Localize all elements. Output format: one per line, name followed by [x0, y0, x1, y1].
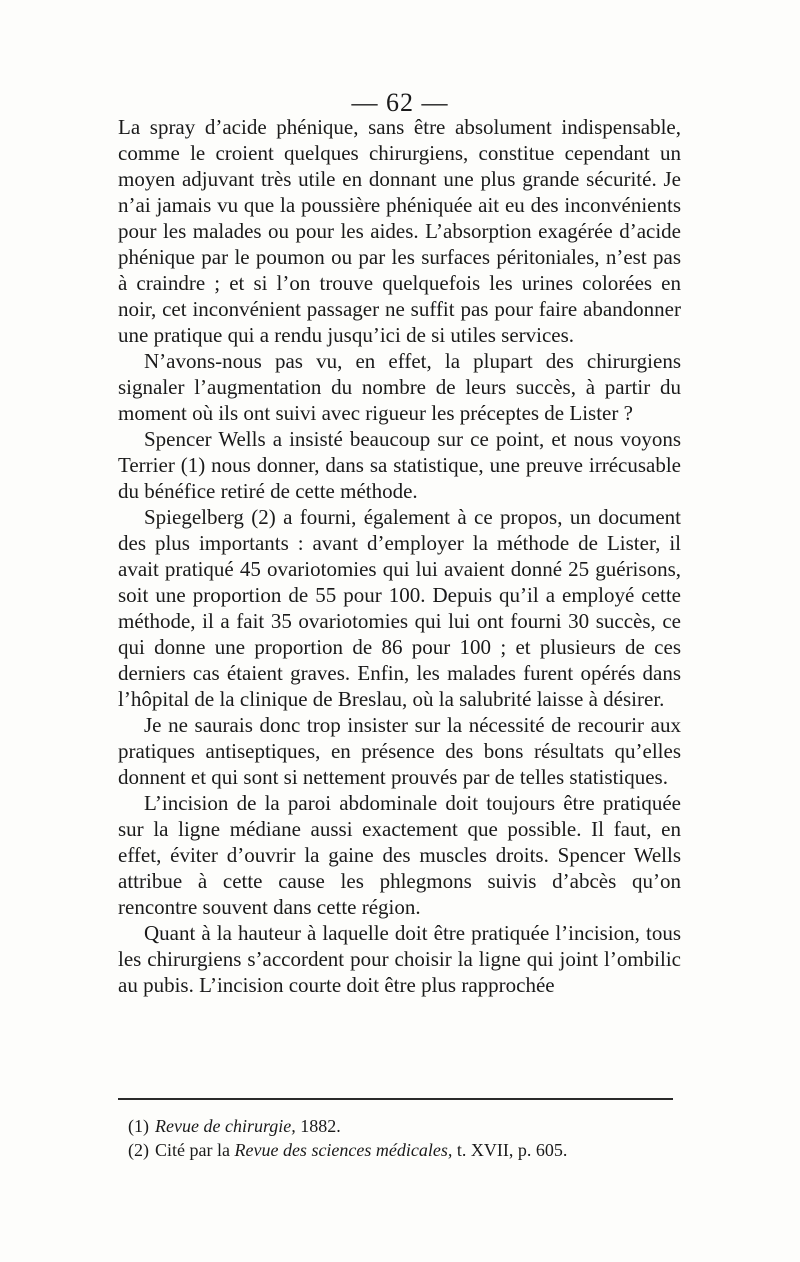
footnote-source-detail: 1882.: [295, 1116, 341, 1136]
footnote-source-detail: t. XVII, p. 605.: [452, 1140, 568, 1160]
footnote-1: [128, 1114, 688, 1138]
paragraph-1: La spray d’acide phénique, sans être absolument indispensable, comme le croient quelques chirurgiens, constitue cependant un moyen adjuvant très utile en donnant une plus grande sécurité. Je n’ai jamais vu que la poussière phéniquée ait eu des inconvénients pour les malades ou pour les aides. L’absorption exagérée d’acide phénique par le poumon ou par les surfaces péritoniales, n’est pas à craindre ; et si l’on trouve quelquefois les urines colorées en noir, cet inconvénient passager ne suffit pas pour faire abandonner une pratique qui a rendu jusqu’ici de si utiles services.: [118, 115, 681, 347]
footnote-prefix: Cité par la: [155, 1140, 235, 1160]
footnote-source-title: Revue des sciences médicales,: [234, 1140, 453, 1160]
paragraph-3: Spencer Wells a insisté beaucoup sur ce point, et nous voyons Terrier (1) nous donner, dans sa statistique, une preuve irrécusable du bénéfice retiré de cette méthode.: [118, 427, 681, 503]
footnote-divider: [118, 1098, 673, 1100]
body-text: [118, 114, 681, 998]
paragraph-5: Je ne saurais donc trop insister sur la nécessité de recourir aux pratiques antiseptiques, en présence des bons résultats qu’elles donnent et qui sont si nettement prouvés par de telles statistiques.: [118, 713, 681, 789]
footnote-source-title: Revue de chirurgie,: [155, 1116, 296, 1136]
paragraph-7: Quant à la hauteur à laquelle doit être pratiquée l’incision, tous les chirurgiens s’accordent pour choisir la ligne qui joint l’ombilic au pubis. L’incision courte doit être plus rapprochée: [118, 921, 681, 997]
paragraph-2: N’avons-nous pas vu, en effet, la plupart des chirurgiens signaler l’augmentation du nombre de leurs succès, à partir du moment où ils ont suivi avec rigueur les préceptes de Lister ?: [118, 349, 681, 425]
footnotes: [128, 1114, 688, 1162]
page-number: — 62 —: [351, 88, 449, 117]
paragraph-6: L’incision de la paroi abdominale doit toujours être pratiquée sur la ligne médiane aussi exactement que possible. Il faut, en effet, éviter d’ouvrir la gaine des muscles droits. Spencer Wells attribue à cette cause les phlegmons suivis d’abcès qu’on rencontre souvent dans cette région.: [118, 791, 681, 919]
footnote-2: [128, 1138, 688, 1162]
paragraph-4: Spiegelberg (2) a fourni, également à ce propos, un document des plus importants : avant d’employer la méthode de Lister, il avait pratiqué 45 ovariotomies qui lui avaient donné 25 guérisons, soit une proportion de 55 pour 100. Depuis qu’il a employé cette méthode, il a fait 35 ovariotomies qui lui ont fourni 30 succès, ce qui donne une proportion de 86 pour 100 ; et plusieurs de ces derniers cas étaient graves. Enfin, les malades furent opérés dans l’hôpital de la clinique de Breslau, où la salubrité laisse à désirer.: [118, 505, 681, 711]
footnote-number: (1): [128, 1116, 149, 1136]
footnote-number: (2): [128, 1140, 149, 1160]
